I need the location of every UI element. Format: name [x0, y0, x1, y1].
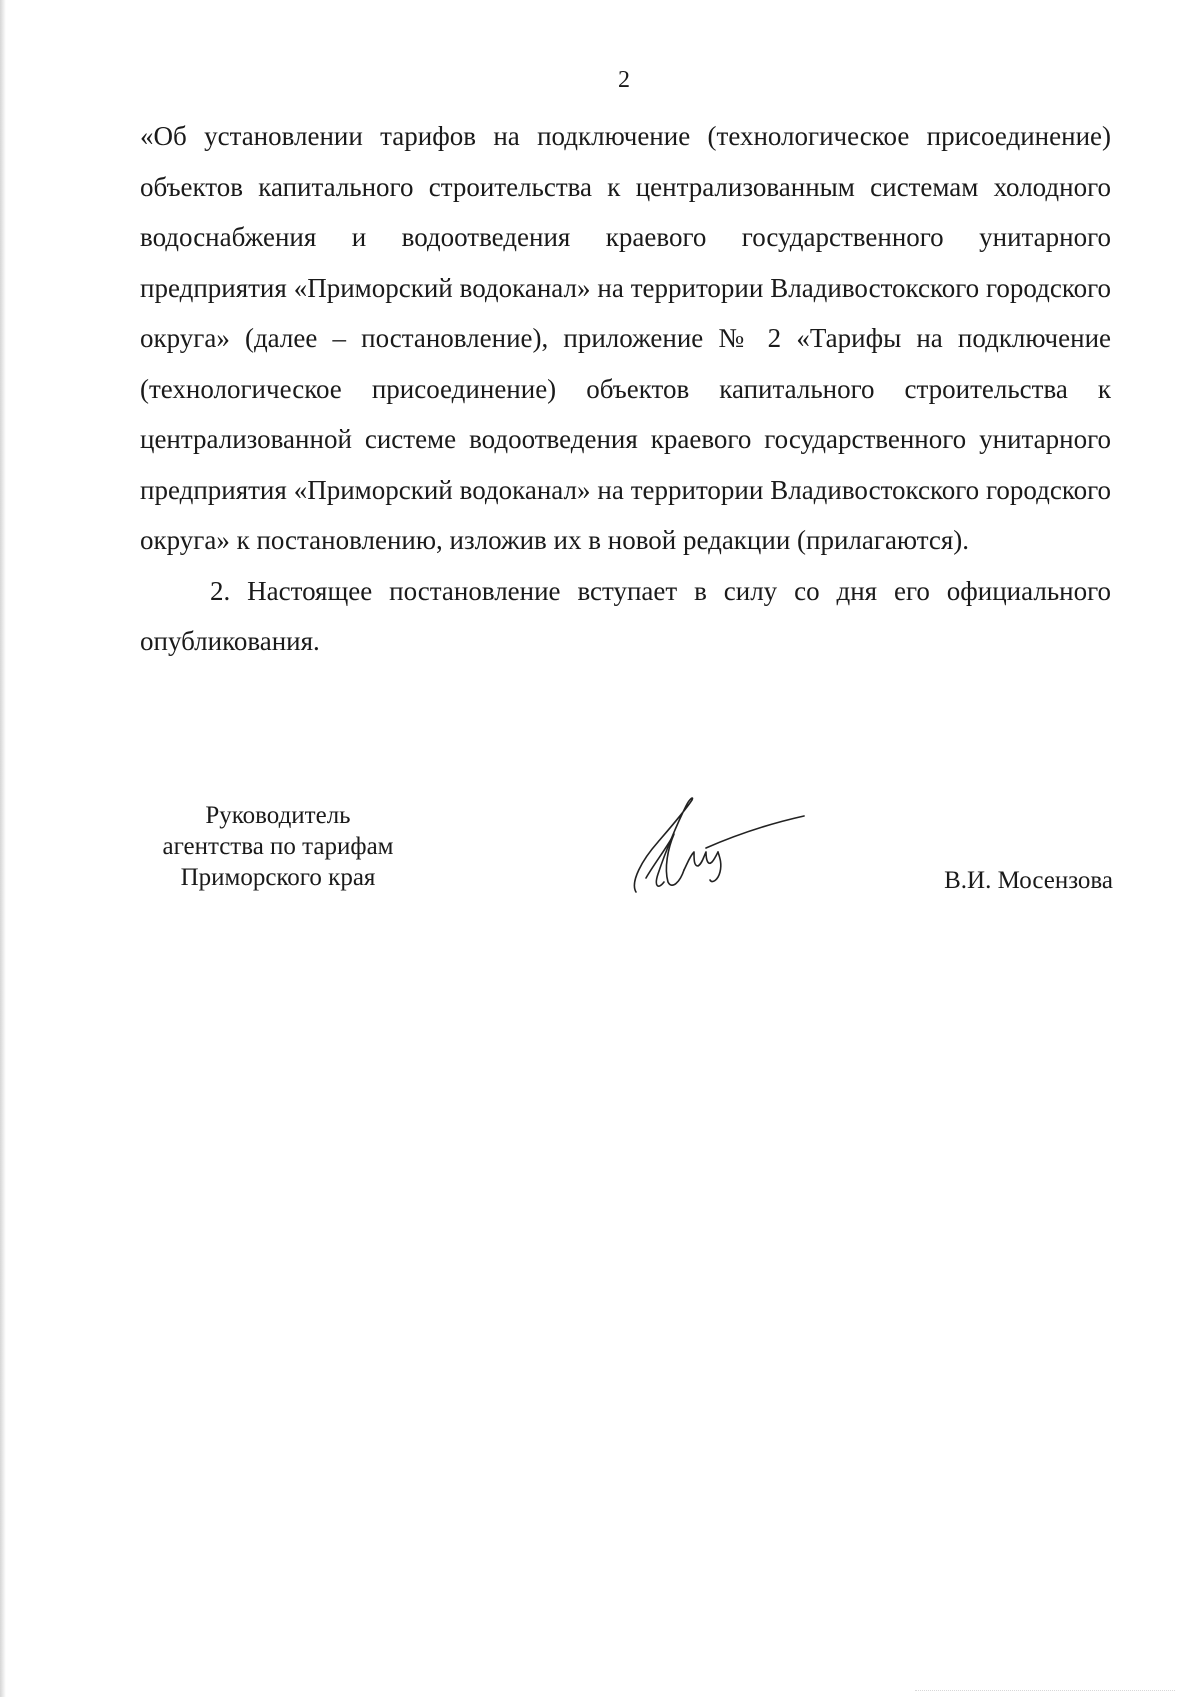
signatory-title [128, 800, 428, 893]
signatory-title-line-1: Руководитель [205, 802, 351, 829]
handwritten-signature [628, 790, 808, 900]
paragraph-1: «Об установлении тарифов на подключение (технологическое присоединение) объектов капитального строительства к централизованным системам холодного водоснабжения и водоотведения краевого государственного унитарного предприятия «Приморский водоканал» на территории Владивостокского городского округа» (далее – постановление), приложение № 2 «Тарифы на подключение (технологическое присоединение) объектов капитального строительства к централизованной системе водоотведения краевого государственного унитарного предприятия «Приморский водоканал» на территории Владивостокского городского округа» к постановлению, изложив их в новой редакции (прилагаются). [140, 121, 1111, 555]
signatory-title-line-2: агентства по тарифам [162, 833, 394, 860]
document-body [140, 111, 1111, 667]
scan-footer-mark [915, 1687, 1175, 1691]
paragraph-2: 2. Настоящее постановление вступает в силу со дня его официального опубликования. [140, 575, 1111, 656]
signatory-title-line-3: Приморского края [180, 864, 376, 891]
scan-edge-shadow [0, 0, 6, 1697]
signer-name: В.И. Мосензова [944, 867, 1113, 894]
page-number: 2 [618, 67, 630, 93]
